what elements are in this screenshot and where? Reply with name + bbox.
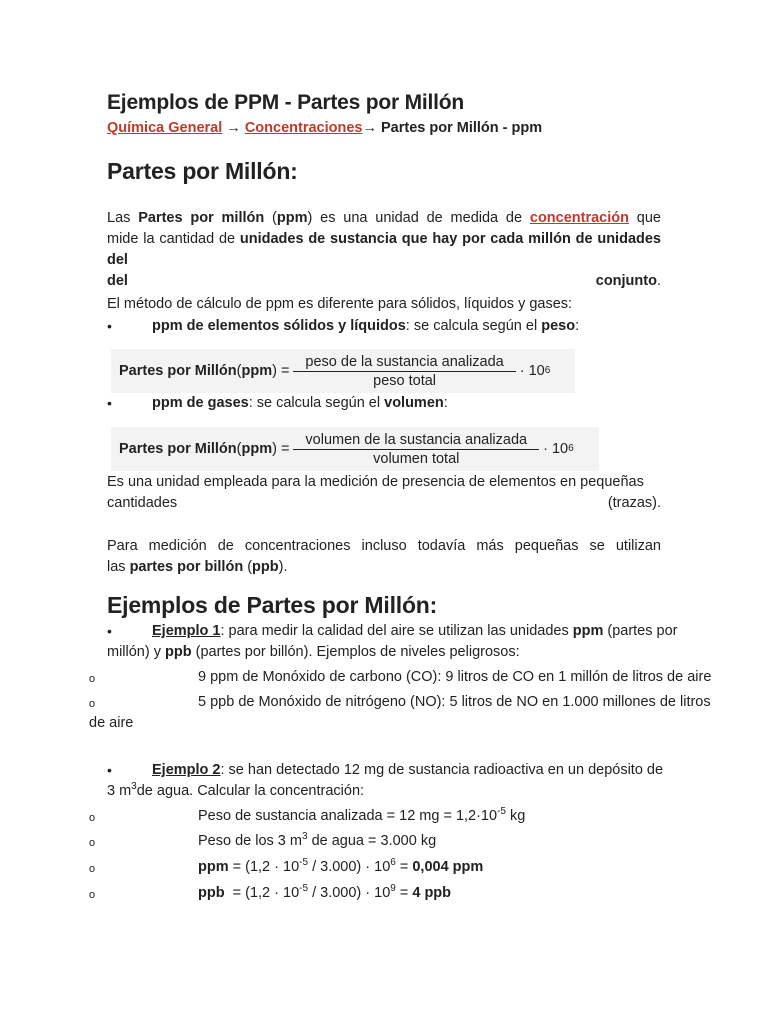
breadcrumb-arrow: →	[222, 120, 245, 136]
example-label: Ejemplo 1	[152, 623, 221, 639]
breadcrumb	[107, 120, 542, 136]
example-2-item-peso-agua	[198, 831, 436, 852]
text: = (1,2 · 10	[224, 885, 300, 901]
exponent: -5	[497, 806, 506, 818]
term-ppm: ppm	[276, 210, 308, 226]
formula-label: Partes por Millón	[119, 363, 237, 379]
definition-line-2: mide la cantidad de unidades de sustancia que hay por cada millón de unidades del	[107, 231, 661, 268]
text: = (1,2 · 10	[228, 859, 300, 875]
text: =	[395, 885, 413, 901]
fraction-denominator: peso total	[373, 372, 437, 389]
text: Las	[107, 210, 139, 226]
text: (partes por billón). Ejemplos de niveles peligrosos:	[191, 644, 520, 660]
text: :	[443, 395, 448, 411]
text: ) es una unidad de medida de	[307, 210, 530, 226]
text: de agua = 3.000 kg	[307, 833, 437, 849]
text: : para medir la calidad del aire se utilizan las unidades	[220, 623, 573, 639]
exponent: 9	[390, 883, 396, 895]
breadcrumb-link-concentraciones[interactable]: Concentraciones	[244, 120, 363, 136]
example-2-line-1	[107, 760, 667, 781]
section-heading-partes-por-millon: Partes por Millón:	[107, 158, 298, 184]
text: las	[107, 559, 130, 575]
sub-bullet-icon: o	[89, 698, 96, 710]
example-2-line-2	[107, 781, 667, 802]
definition-line-3: del conjunto.	[107, 273, 661, 289]
example-1-item-co: 9 ppm de Monóxido de carbono (CO): 9 litros de CO en 1 millón de litros de aire	[198, 669, 712, 685]
formula-factor: · 10	[543, 441, 569, 457]
formula-label: Partes por Millón	[119, 441, 237, 457]
result-value: 4 ppb	[412, 885, 452, 901]
term-partes-por-billon: partes por billón	[129, 559, 244, 575]
fraction-denominator: volumen total	[373, 450, 460, 467]
term-conjunto: conjunto	[595, 273, 657, 289]
text: millón) y	[107, 644, 166, 660]
text: (	[236, 441, 242, 457]
term-partes-por-millon: Partes por millón	[138, 210, 265, 226]
text: 3 m	[107, 783, 132, 799]
bullet-icon: •	[107, 395, 112, 411]
text: (trazas).	[607, 495, 661, 511]
term-ppb: ppb	[198, 885, 225, 901]
ppb-line-1: Para medición de concentraciones incluso todavía más pequeñas se utilizan	[107, 538, 661, 554]
bullet-item-gases	[107, 393, 667, 415]
text: (	[236, 363, 242, 379]
example-2-item-peso-analizada	[198, 806, 525, 827]
breadcrumb-arrow: →	[362, 120, 381, 136]
bullet-icon: •	[107, 318, 112, 334]
bullet-bold-text: ppm de elementos sólidos y líquidos	[152, 318, 406, 334]
page-title: Ejemplos de PPM - Partes por Millón	[107, 91, 465, 114]
ppb-line-2	[107, 557, 661, 578]
traces-line-1: Es una unidad empleada para la medición de presencia de elementos en pequeñas	[107, 474, 644, 490]
text: / 3.000) · 10	[308, 885, 391, 901]
formula-ppm-volumen: Partes por Millón ( ppm ) = $\frac{\text{volumen de la sustancia analizada}}{\text{volumen total}}$ · 10 6	[111, 427, 599, 471]
result-value: 0,004 ppm	[412, 859, 484, 875]
text: =	[395, 859, 413, 875]
example-1-item-no-line-2: de aire	[89, 715, 134, 731]
fraction	[293, 432, 539, 467]
term-ppm: ppm	[572, 623, 604, 639]
text: Peso de los 3 m	[198, 833, 302, 849]
formula-ppm-peso: Partes por Millón ( ppm ) = $\frac{\text{peso de la sustancia analizada}}{\text{peso total}}$ · 10 6	[111, 349, 575, 393]
formula-label: ppm	[241, 441, 273, 457]
text: : se han detectado 12 mg de sustancia radioactiva en un depósito de	[220, 762, 664, 778]
example-2-item-ppm-result	[198, 857, 483, 878]
bullet-icon: •	[107, 762, 112, 778]
exponent: 3	[301, 831, 308, 843]
text: .	[656, 273, 661, 289]
sub-bullet-icon: o	[89, 812, 96, 824]
link-concentracion[interactable]: concentración	[529, 210, 629, 226]
term-ppb: ppb	[165, 644, 192, 660]
example-1-line-1	[107, 621, 678, 642]
formula-label: ppm	[241, 363, 273, 379]
bullet-bold-text: peso	[541, 318, 576, 334]
fraction-numerator: volumen de la sustancia analizada	[293, 432, 539, 450]
text: kg	[505, 808, 526, 824]
text: ) =	[272, 441, 290, 457]
exponent: 6	[390, 857, 396, 869]
text: ).	[278, 559, 288, 575]
text: : se calcula según el	[248, 395, 385, 411]
example-1-line-2	[107, 642, 667, 663]
traces-paragraph	[107, 472, 661, 514]
exponent: -5	[299, 883, 309, 895]
text: de agua. Calcular la concentración:	[136, 783, 365, 799]
sub-bullet-icon: o	[89, 673, 96, 685]
bullet-item-solidos	[107, 316, 667, 338]
text: : se calcula según el	[405, 318, 542, 334]
term-ppm: ppm	[198, 859, 229, 875]
text: ) =	[272, 363, 290, 379]
ppb-paragraph	[107, 536, 661, 578]
text: (	[243, 559, 253, 575]
text: (partes por	[603, 623, 678, 639]
example-label: Ejemplo 2	[152, 762, 221, 778]
definition-paragraph	[107, 208, 661, 292]
text: / 3.000) · 10	[308, 859, 391, 875]
text: (	[264, 210, 277, 226]
formula-factor: · 10	[519, 363, 545, 379]
section-heading-ejemplos: Ejemplos de Partes por Millón:	[107, 592, 438, 618]
text: :	[575, 318, 580, 334]
fraction	[293, 354, 515, 389]
definition-line-1: Las Partes por millón (ppm) es una unidad de medida de concentración que	[107, 210, 661, 226]
bullet-bold-text: ppm de gases	[152, 395, 249, 411]
sub-bullet-icon: o	[89, 863, 96, 875]
text: Peso de sustancia analizada = 12 mg = 1,2·10	[198, 808, 498, 824]
breadcrumb-current: Partes por Millón - ppm	[381, 120, 543, 136]
example-1-item-no-line-1: 5 ppb de Monóxido de nitrógeno (NO): 5 litros de NO en 1.000 millones de litros	[198, 694, 711, 710]
fraction-numerator: peso de la sustancia analizada	[293, 354, 515, 372]
bullet-bold-text: volumen	[384, 395, 444, 411]
bullet-icon: •	[107, 623, 112, 639]
sub-bullet-icon: o	[89, 837, 96, 849]
example-1	[107, 621, 678, 663]
example-2	[107, 760, 667, 802]
example-2-item-ppb-result	[198, 883, 451, 904]
exponent: 3	[131, 781, 137, 793]
exponent: -5	[299, 857, 309, 869]
term-ppb: ppb	[252, 559, 279, 575]
traces-line-2	[107, 493, 661, 514]
method-paragraph: El método de cálculo de ppm es diferente para sólidos, líquidos y gases:	[107, 296, 573, 312]
text: cantidades	[107, 495, 178, 511]
definition-bold-text: unidades de sustancia que hay por cada millón de unidades del	[107, 231, 661, 268]
breadcrumb-link-quimica-general[interactable]: Química General	[107, 120, 223, 136]
sub-bullet-icon: o	[89, 889, 96, 901]
